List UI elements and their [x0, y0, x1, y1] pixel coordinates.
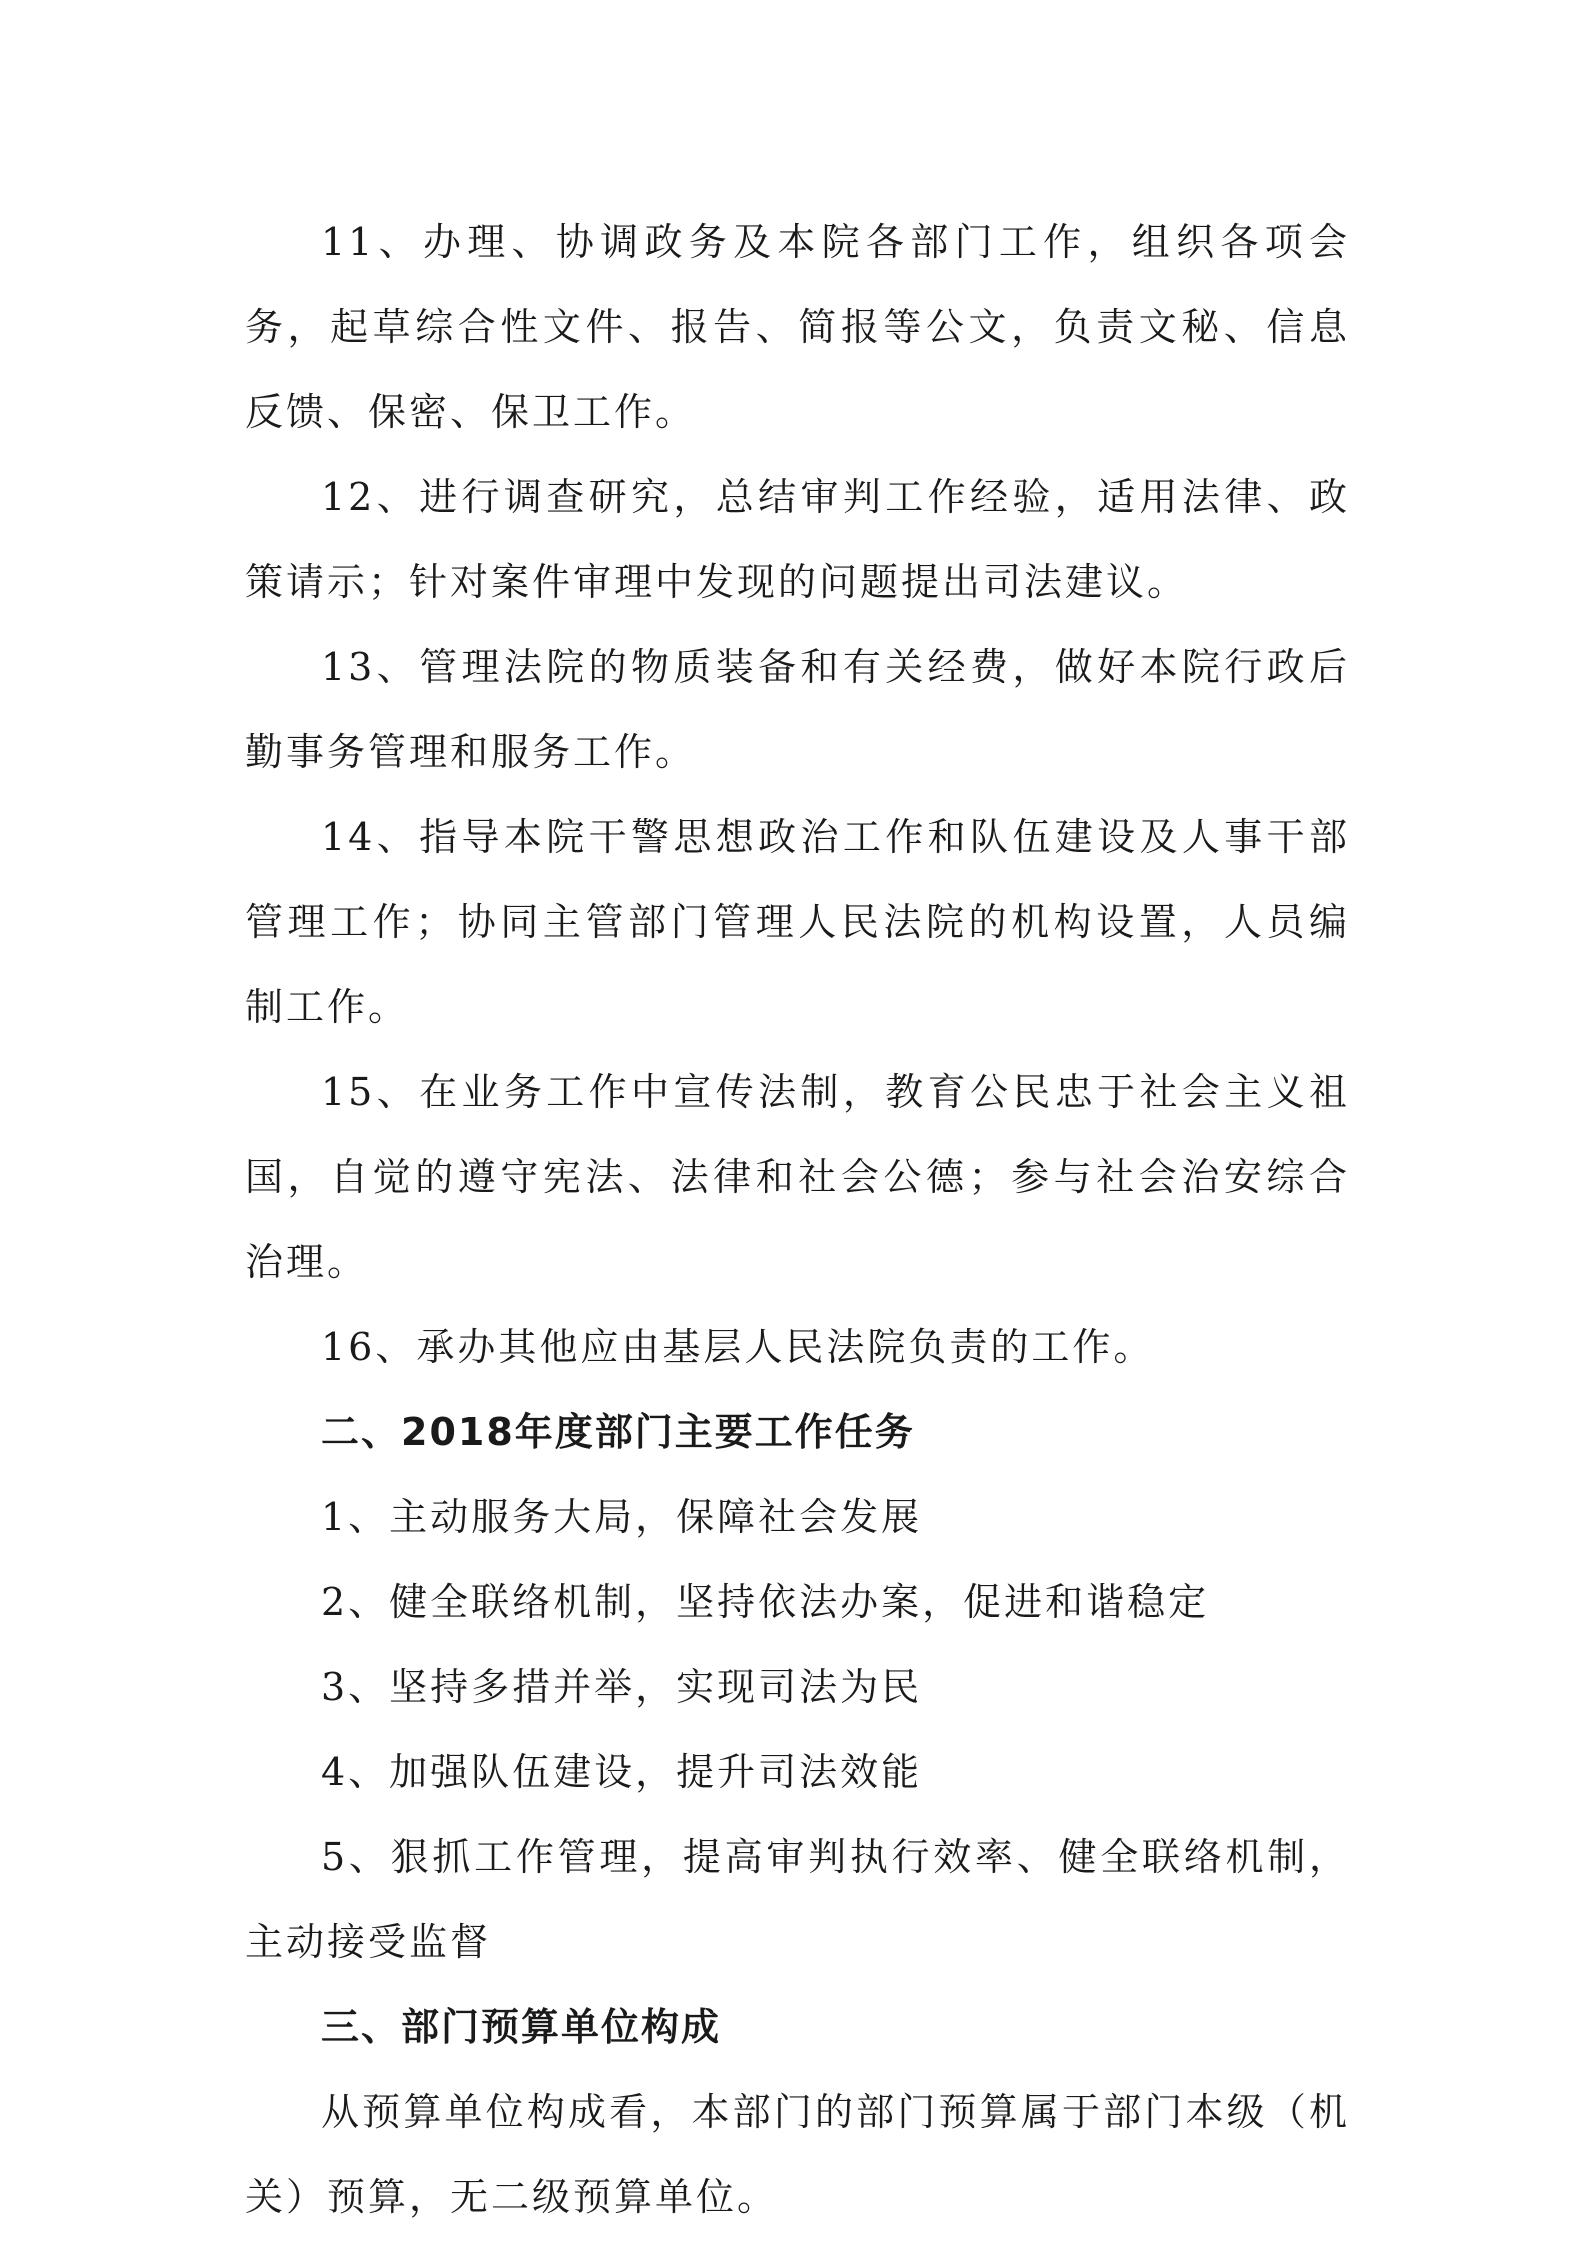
task-item-1: 1、主动服务大局，保障社会发展: [321, 1495, 923, 1539]
task-item-4: 4、加强队伍建设，提升司法效能: [321, 1750, 923, 1794]
section-three-heading: 三、部门预算单位构成: [321, 2005, 722, 2049]
task-item-2: 2、健全联络机制，坚持依法办案，促进和谐稳定: [321, 1580, 1210, 1624]
duty-item-12: 12、进行调查研究，总结审判工作经验，适用法律、政策请示；针对案件审理中发现的问题提出司法建议。: [245, 475, 1350, 604]
task-item-5: 5、狠抓工作管理，提高审判执行效率、健全联络机制，主动接受监督: [245, 1835, 1350, 1964]
duty-item-16: 16、承办其他应由基层人民法院负责的工作。: [321, 1325, 1155, 1369]
duty-item-14: 14、指导本院干警思想政治工作和队伍建设及人事干部管理工作；协同主管部门管理人民法院的机构设置，人员编制工作。: [245, 815, 1350, 1029]
section-two-heading: 二、2018年度部门主要工作任务: [321, 1410, 915, 1454]
duty-item-15: 15、在业务工作中宣传法制，教育公民忠于社会主义祖国，自觉的遵守宪法、法律和社会公德；参与社会治安综合治理。: [245, 1070, 1350, 1284]
duty-item-11: 11、办理、协调政务及本院各部门工作，组织各项会务，起草综合性文件、报告、简报等公文，负责文秘、信息反馈、保密、保卫工作。: [245, 220, 1350, 434]
section-three-body: 从预算单位构成看，本部门的部门预算属于部门本级（机关）预算，无二级预算单位。: [245, 2090, 1350, 2219]
duty-item-13: 13、管理法院的物质装备和有关经费，做好本院行政后勤事务管理和服务工作。: [245, 645, 1350, 774]
task-item-3: 3、坚持多措并举，实现司法为民: [321, 1665, 923, 1709]
document-body: [245, 200, 1350, 2240]
